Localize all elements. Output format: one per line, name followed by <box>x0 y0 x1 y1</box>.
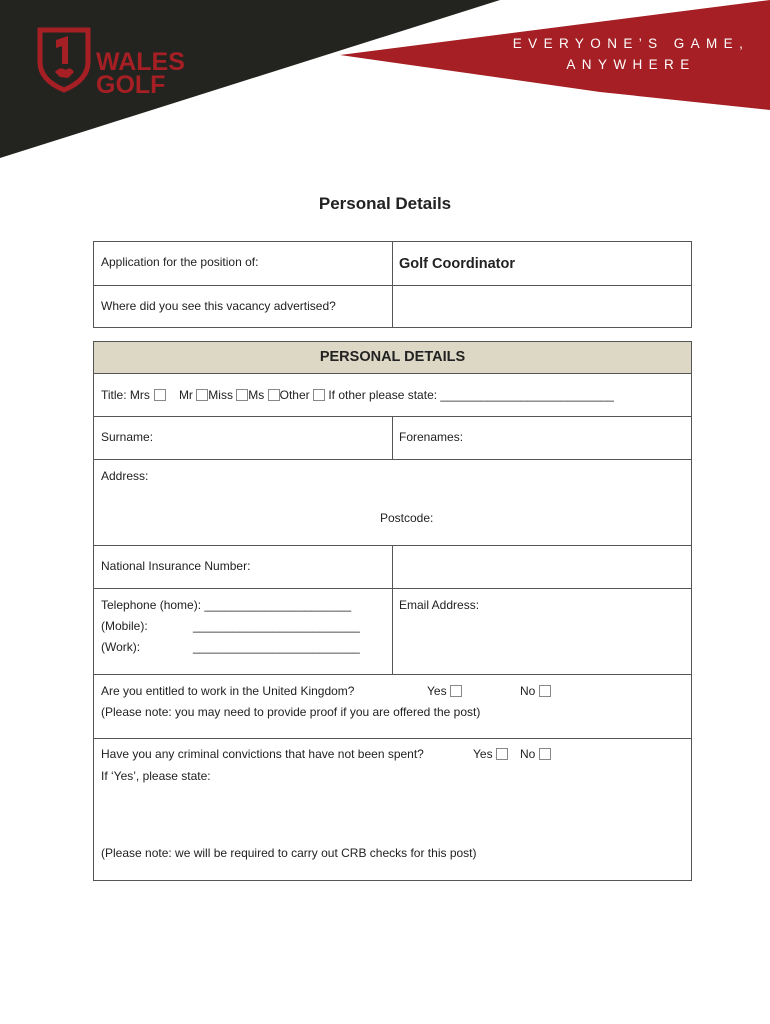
address-label: Address: <box>101 469 149 483</box>
entitled-yes-checkbox[interactable] <box>450 685 462 697</box>
ni-field[interactable] <box>392 546 691 588</box>
entitled-note: (Please note: you may need to provide proof if you are offered the post) <box>101 705 481 719</box>
header-banner <box>0 0 770 160</box>
title-row <box>94 373 691 416</box>
tagline-line-2: ANYWHERE <box>566 57 696 72</box>
section-heading: PERSONAL DETAILS <box>94 342 691 373</box>
logo-text-wales: WALES <box>96 48 185 76</box>
title-miss-checkbox[interactable] <box>236 389 248 401</box>
criminal-yes-label: Yes <box>473 747 493 761</box>
entitled-question: Are you entitled to work in the United Kingdom? <box>101 684 355 698</box>
position-label: Application for the position of: <box>101 255 259 269</box>
title-prefix: Title: <box>101 388 127 402</box>
surname-field[interactable] <box>94 417 392 459</box>
title-mr-checkbox[interactable] <box>196 389 208 401</box>
title-mrs-label: Mrs <box>129 388 150 402</box>
phone-home[interactable]: Telephone (home): ______________________ <box>101 598 352 612</box>
surname-label: Surname: <box>101 430 154 444</box>
ni-label: National Insurance Number: <box>101 559 251 573</box>
entitled-yes-label: Yes <box>427 684 447 698</box>
forenames-field[interactable] <box>392 417 691 459</box>
phone-mobile-label: (Mobile): <box>101 619 148 633</box>
criminal-no-checkbox[interactable] <box>539 748 551 760</box>
phone-work-line[interactable]: _________________________ <box>193 640 360 654</box>
position-value: Golf Coordinator <box>399 256 515 272</box>
forenames-label: Forenames: <box>399 430 464 444</box>
vacancy-row <box>94 285 691 327</box>
tagline-line-1: EVERYONE’S GAME, <box>512 36 750 51</box>
phone-mobile-line[interactable]: _________________________ <box>193 619 360 633</box>
position-value-field[interactable] <box>392 242 691 285</box>
name-row <box>94 416 691 459</box>
criminal-no-label: No <box>520 747 536 761</box>
title-other-label: Other <box>279 388 310 402</box>
title-mr-label: Mr <box>178 388 193 402</box>
contact-row <box>94 588 691 674</box>
criminal-yes-checkbox[interactable] <box>496 748 508 760</box>
page-title: Personal Details <box>318 194 452 213</box>
criminal-row <box>94 738 691 880</box>
banner-dark-band <box>0 0 500 158</box>
title-miss-label: Miss <box>208 388 233 402</box>
position-table <box>93 241 692 328</box>
entitled-row <box>94 674 691 738</box>
title-other-checkbox[interactable] <box>313 389 325 401</box>
entitled-no-label: No <box>520 684 536 698</box>
postcode-label: Postcode: <box>380 511 434 525</box>
logo-text-golf: GOLF <box>96 71 166 99</box>
tagline <box>476 33 770 75</box>
criminal-question: Have you any criminal convictions that have not been spent? <box>101 747 424 761</box>
criminal-if-yes[interactable]: If ‘Yes’, please state: <box>101 769 211 783</box>
title-ms-label: Ms <box>248 388 265 402</box>
entitled-no-checkbox[interactable] <box>539 685 551 697</box>
personal-details-table <box>93 341 692 881</box>
position-row <box>94 242 691 285</box>
phone-work-label: (Work): <box>101 640 141 654</box>
email-label: Email Address: <box>399 598 480 612</box>
ni-row <box>94 545 691 588</box>
title-mrs-checkbox[interactable] <box>154 389 166 401</box>
title-ms-checkbox[interactable] <box>268 389 280 401</box>
address-row[interactable] <box>94 459 691 545</box>
vacancy-label: Where did you see this vacancy advertised? <box>101 299 336 313</box>
criminal-note: (Please note: we will be required to carry out CRB checks for this post) <box>101 846 477 860</box>
title-other-state[interactable]: If other please state: __________________________ <box>328 388 614 402</box>
vacancy-field[interactable] <box>392 286 691 327</box>
